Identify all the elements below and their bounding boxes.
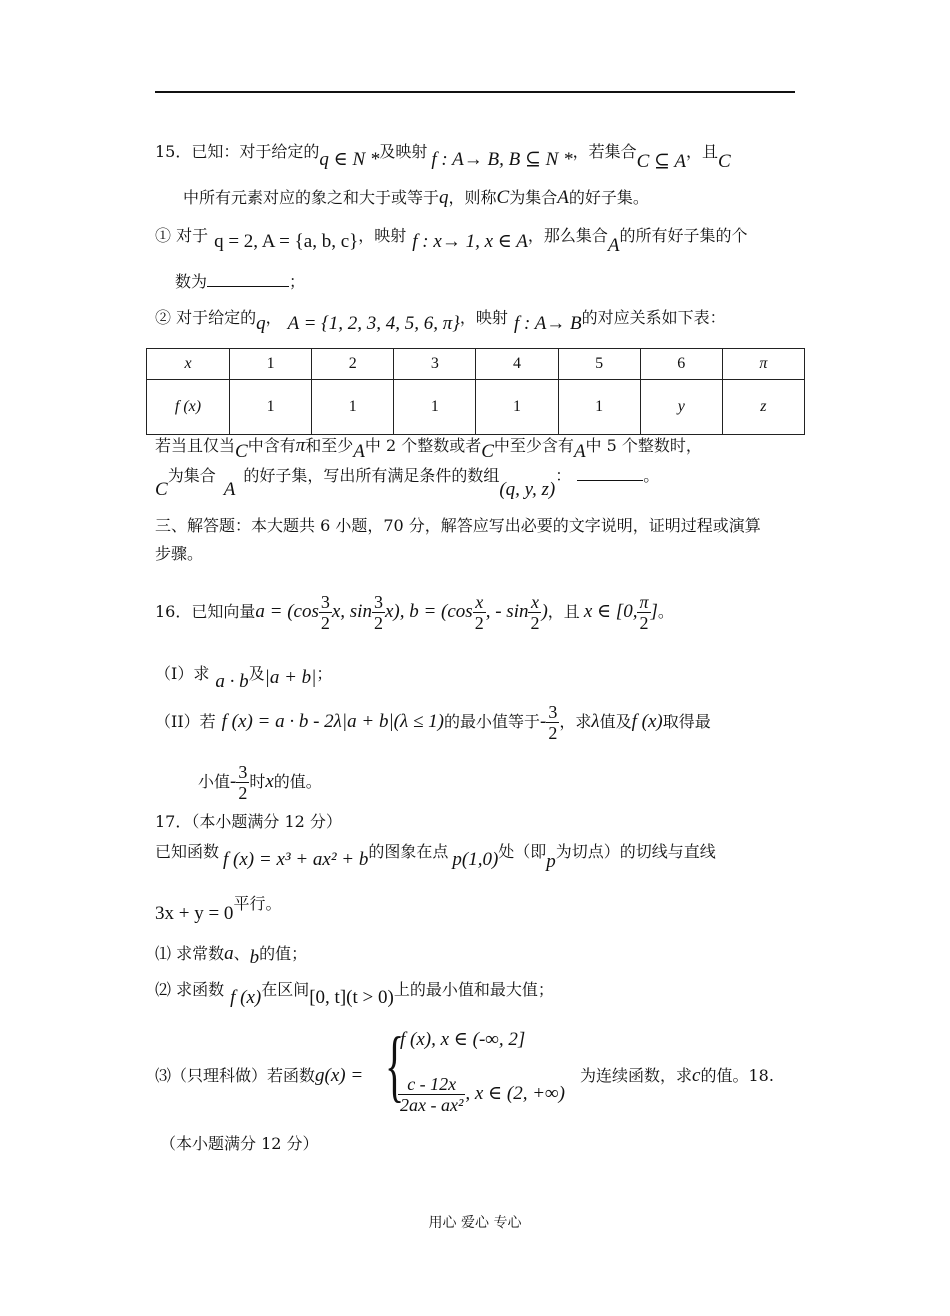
q17-sub2 — [155, 980, 554, 1008]
q15-text: 和至少 — [305, 436, 354, 455]
table-cell: 5 — [558, 349, 640, 380]
q16-text: （I）求 — [155, 664, 210, 683]
q16-part2-cont — [198, 760, 322, 804]
q15-text: 。 — [643, 466, 660, 485]
q15-text: 中含有 — [247, 436, 296, 455]
q16-text: ，求 — [559, 712, 592, 731]
q16-formula: - — [230, 771, 237, 792]
q17-formula: f (x) = x³ + ax² + b — [223, 849, 369, 870]
q16-text: 值及 — [599, 712, 632, 731]
q18-title: （本小题满分 12 分） — [160, 1134, 319, 1153]
table-cell: 1 — [476, 380, 558, 435]
q16-formula: ) — [541, 601, 548, 622]
q15-formula: q — [439, 187, 449, 208]
q15-text: ，且 — [685, 142, 718, 161]
q16-part2 — [155, 700, 711, 744]
q16-text: 的最小值等于 — [443, 712, 540, 731]
q17-formula: p — [546, 851, 556, 872]
q15-formula: A — [353, 441, 365, 462]
table-row — [147, 380, 805, 435]
frac-den: 2ax - ax² — [400, 1095, 464, 1115]
q16-text: （II）若 — [155, 712, 216, 731]
frac-den: 2 — [530, 613, 540, 633]
q17-text: 、 — [233, 944, 250, 963]
q17-text: 为切点）的切线与直线 — [555, 842, 716, 861]
frac-num: c - 12x — [398, 1074, 465, 1095]
table-cell: 1 — [312, 380, 394, 435]
q17-formula: c — [692, 1065, 701, 1086]
frac-den: 2 — [548, 723, 558, 743]
q16-statement — [155, 590, 674, 634]
q15-part2 — [155, 308, 726, 334]
table-cell: x — [147, 349, 230, 380]
header-rule — [155, 91, 795, 93]
frac-num: 3 — [373, 592, 383, 612]
q17-formula: f (x) — [230, 987, 262, 1008]
q17-formula: a — [224, 943, 234, 964]
q15-formula: C — [717, 151, 731, 172]
mapping-table — [146, 348, 805, 435]
frac-num: x — [473, 592, 486, 613]
q15-formula: C — [155, 479, 168, 500]
q15-text: 的好子集。 — [568, 188, 649, 207]
q15-text: ，映射 — [358, 226, 407, 245]
q17-sub3-tail — [580, 1066, 774, 1086]
q15-text: 中 2 个整数或者 — [364, 436, 482, 455]
table-cell: 6 — [640, 349, 722, 380]
q15-text: ： — [555, 466, 572, 485]
q16-formula: |a + b| — [264, 667, 317, 688]
q16-text: 小值 — [198, 772, 231, 791]
q17-formula: 3x + y = 0 — [155, 903, 234, 924]
q17-text: 的值； — [259, 944, 308, 963]
q15-formula: (q, y, z) — [499, 479, 556, 500]
q17-line2 — [155, 894, 282, 924]
frac-num: 3 — [320, 592, 330, 612]
fraction — [528, 592, 541, 633]
q17-text: 在区间 — [261, 980, 310, 999]
q17-text: 处（即 — [498, 842, 547, 861]
fraction — [236, 762, 249, 803]
q16-text: 取得最 — [662, 712, 711, 731]
q15-text: 中 5 个整数时， — [585, 436, 702, 455]
q16-formula: ] — [650, 601, 658, 622]
q15-formula: C — [481, 441, 494, 462]
q15-text: 为集合 — [167, 466, 216, 485]
q17-formula: , x ∈ (2, +∞) — [465, 1083, 565, 1104]
frac-den: 2 — [238, 783, 248, 803]
q15-text: 为集合 — [509, 188, 558, 207]
q15-formula: f : A→ B — [513, 313, 582, 334]
q16-formula: , - sin — [485, 601, 529, 622]
q15-formula: q — [256, 313, 266, 334]
q16-formula: - — [540, 711, 547, 732]
section-heading-cont: 步骤。 — [155, 544, 204, 563]
q17-text: 为连续函数，求 — [580, 1066, 693, 1085]
q15-formula: f : x→ 1, x ∈ A — [412, 231, 528, 252]
q16-text: ，且 — [547, 602, 580, 621]
q16-formula: a · b — [215, 671, 249, 692]
q16-formula: x — [265, 771, 274, 792]
fraction — [637, 592, 650, 633]
q16-text: 时 — [249, 772, 266, 791]
q15-line1 — [155, 142, 731, 172]
q17-text: ⑵ 求函数 — [155, 980, 225, 999]
q15-text: 的好子集，写出所有满足条件的数组 — [243, 466, 500, 485]
q17-text: ⑴ 求常数 — [155, 944, 225, 963]
q15-formula: A — [607, 235, 620, 256]
table-row — [147, 349, 805, 380]
q15-text: ① 对于 — [155, 226, 209, 245]
q15-formula: f : A→ B, B ⊆ N * — [431, 149, 573, 170]
q15-text: 的所有好子集的个 — [619, 226, 748, 245]
table-cell: π — [722, 349, 804, 380]
q17-formula: b — [249, 947, 260, 968]
q16-text: 及 — [248, 664, 265, 683]
q16-formula: f (x) = a · b - 2λ|a + b|(λ ≤ 1) — [221, 711, 444, 732]
q17-sub1 — [155, 943, 308, 968]
answer-blank — [577, 468, 643, 481]
q15-formula: π — [295, 435, 306, 456]
fraction — [546, 702, 559, 743]
q15-text: 中所有元素对应的象之和大于或等于 — [183, 188, 440, 207]
q16-formula: x), b = (cos — [384, 601, 473, 622]
q15-formula: C — [235, 441, 248, 462]
q15-formula: A = {1, 2, 3, 4, 5, 6, π} — [287, 313, 460, 334]
q16-formula: a = (cos — [255, 601, 319, 622]
q15-formula: C ⊆ A — [636, 151, 686, 172]
q17-text: 平行。 — [233, 894, 282, 913]
frac-den: 2 — [373, 613, 383, 633]
frac-den: 2 — [639, 613, 649, 633]
q15-text: ， — [265, 308, 282, 327]
q16-text: ； — [316, 664, 333, 683]
q17-text: 上的最小值和最大值； — [393, 980, 554, 999]
page-footer: 用心 爱心 专心 — [428, 1215, 522, 1231]
table-cell: 4 — [476, 349, 558, 380]
q15-formula: C — [496, 187, 510, 208]
q15-condition-line1 — [155, 435, 702, 462]
q17-formula: p(1,0) — [452, 849, 499, 870]
q15-text: 及映射 — [379, 142, 428, 161]
q15-line2 — [183, 188, 649, 208]
q17-sub3 — [155, 1066, 363, 1086]
frac-den: 2 — [320, 613, 330, 633]
piecewise-case1: f (x), x ∈ (-∞, 2] — [400, 1029, 526, 1050]
fraction — [398, 1074, 465, 1115]
q15-condition-line2 — [155, 466, 660, 500]
q16-formula: f (x) — [631, 711, 663, 732]
frac-num: 3 — [238, 762, 248, 782]
q17-text: ⑶（只理科做）若函数 — [155, 1066, 316, 1085]
q15-formula: q ∈ N * — [319, 149, 380, 170]
q17-text: 已知函数 — [155, 842, 220, 861]
q17-formula: [0, t](t > 0) — [309, 987, 394, 1008]
piecewise-case2 — [398, 1074, 565, 1115]
frac-num: 3 — [548, 702, 558, 722]
q15-text: 的对应关系如下表： — [581, 308, 726, 327]
q15-text: ； — [289, 272, 306, 291]
q16-text: 。 — [657, 602, 674, 621]
q17-title: 17．（本小题满分 12 分） — [155, 812, 342, 831]
q16-formula: λ — [591, 711, 600, 732]
q15-text: 数为 — [175, 272, 208, 291]
q17-line1 — [155, 842, 716, 872]
q15-formula: A — [557, 187, 569, 208]
piecewise-brace: { — [385, 1022, 405, 1110]
fraction — [473, 592, 486, 633]
q15-formula: q = 2, A = {a, b, c} — [214, 231, 359, 252]
q15-formula: A — [573, 441, 586, 462]
table-cell: 1 — [230, 380, 312, 435]
q15-text: 中至少含有 — [493, 436, 574, 455]
fraction — [319, 592, 332, 633]
q17-text: 的图象在点 — [368, 842, 449, 861]
q15-part1-answer — [175, 272, 305, 292]
section-heading: 三、解答题：本大题共 6 小题，70 分，解答应写出必要的文字说明，证明过程或演算 — [155, 516, 761, 535]
q16-text: 16．已知向量 — [155, 602, 256, 621]
q15-text: 若当且仅当 — [155, 436, 236, 455]
q15-text: ② 对于给定的 — [155, 308, 257, 327]
frac-den: 2 — [474, 613, 484, 633]
q17-formula: g(x) = — [315, 1065, 364, 1086]
frac-num: x — [528, 592, 541, 613]
table-cell: 1 — [558, 380, 640, 435]
q15-text: ，若集合 — [572, 142, 637, 161]
q15-part1 — [155, 226, 748, 256]
q16-part1 — [155, 664, 333, 692]
frac-num: π — [639, 592, 649, 612]
q15-text: ，则称 — [448, 188, 497, 207]
q16-formula: x, sin — [331, 601, 372, 622]
q15-text: 15．已知：对于给定的 — [155, 142, 320, 161]
table-cell: 1 — [230, 349, 312, 380]
q15-formula: A — [223, 479, 236, 500]
q15-text: ，那么集合 — [527, 226, 608, 245]
table-cell: 1 — [394, 380, 476, 435]
q16-text: 的值。 — [273, 772, 322, 791]
answer-blank — [207, 272, 289, 287]
table-cell: 3 — [394, 349, 476, 380]
q16-formula: x ∈ [0, — [583, 601, 638, 622]
table-cell: 2 — [312, 349, 394, 380]
table-cell: z — [722, 380, 804, 435]
q15-text: ，映射 — [459, 308, 508, 327]
q17-text: 的值。18. — [700, 1066, 774, 1085]
table-cell: y — [640, 380, 722, 435]
fraction — [372, 592, 385, 633]
table-cell: f (x) — [147, 380, 230, 435]
